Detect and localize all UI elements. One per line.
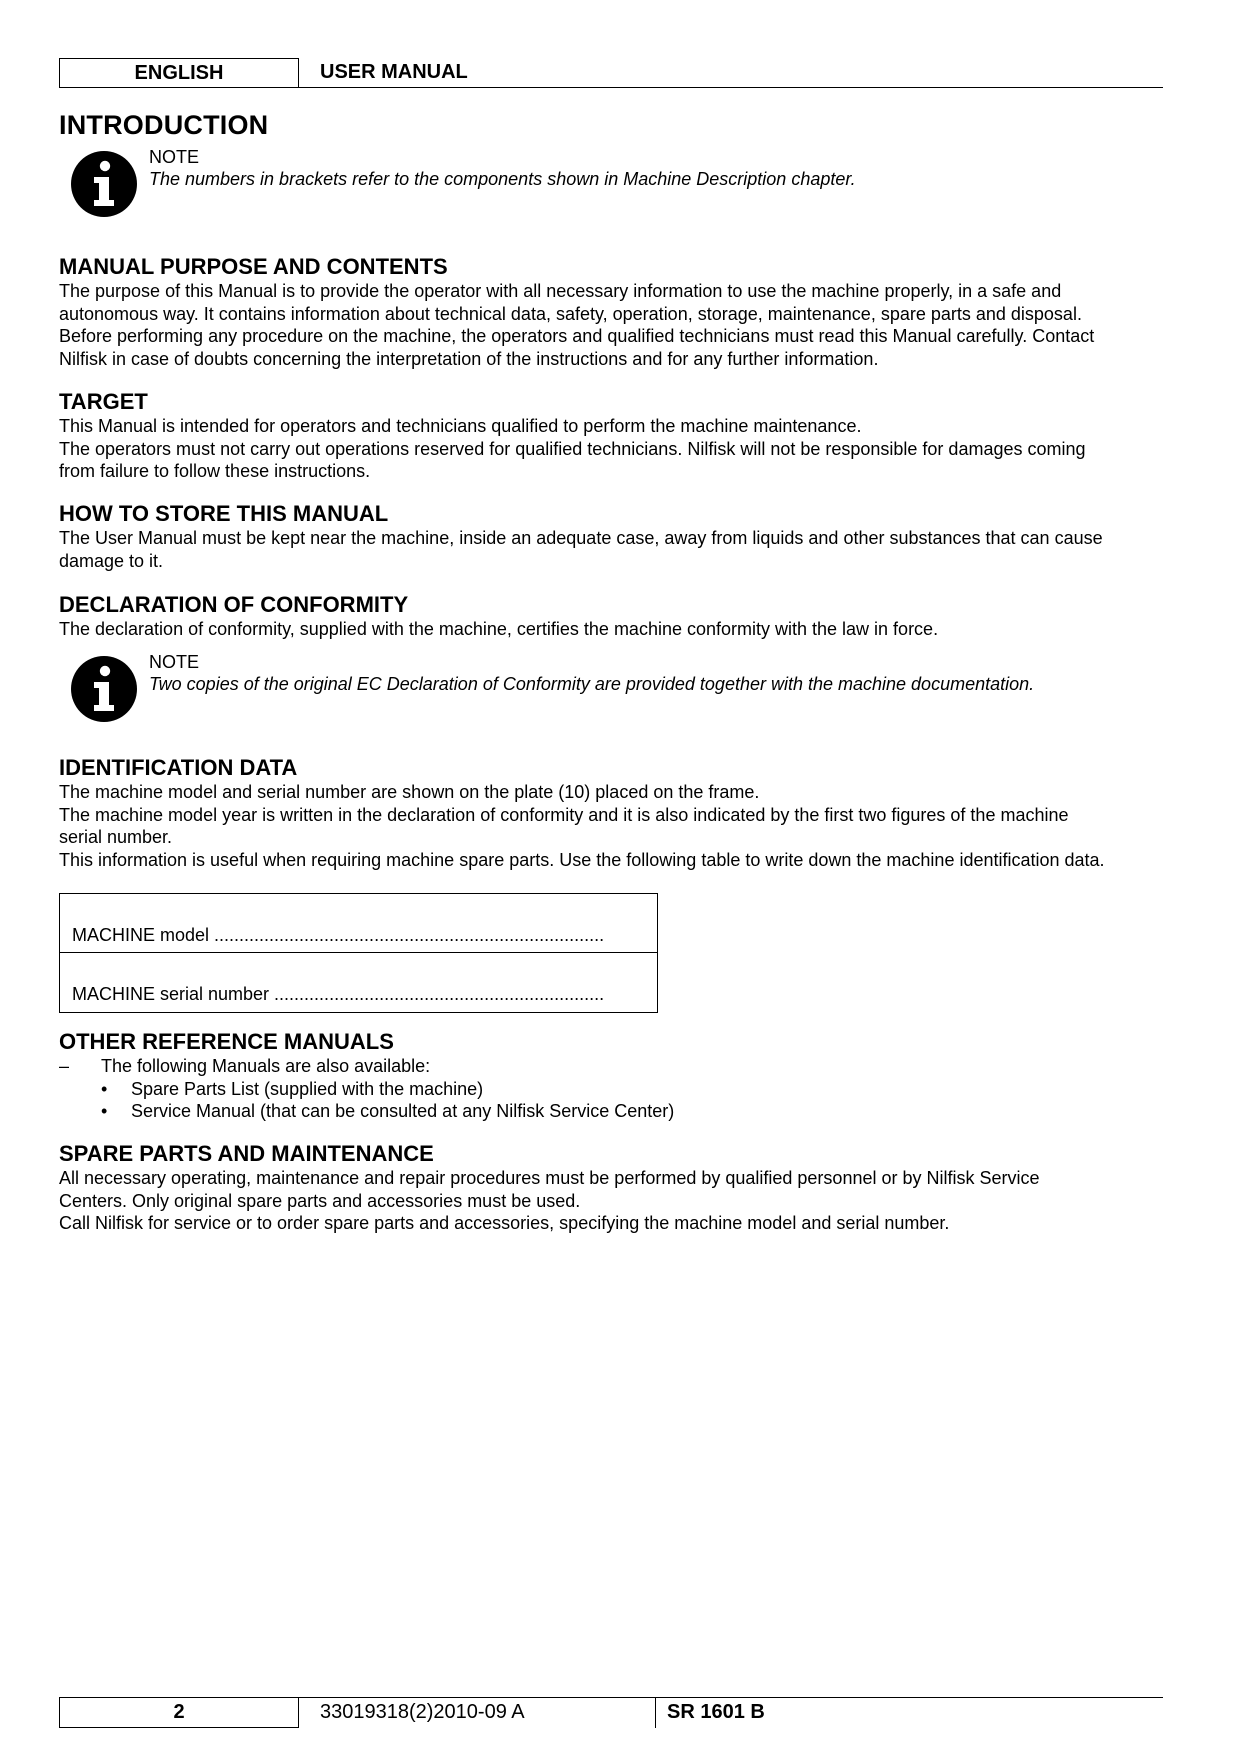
document-code: 33019318(2)2010-09 A: [320, 1701, 525, 1723]
machine-serial-field[interactable]: MACHINE serial number ..................................................................: [72, 984, 605, 1004]
identification-table: [59, 893, 658, 1013]
section-identification-data: [59, 755, 1169, 871]
note-text: The numbers in brackets refer to the components shown in Machine Description chapter.: [149, 169, 856, 189]
bullet-icon: •: [101, 1078, 108, 1099]
note-label: NOTE: [149, 652, 200, 672]
page-title: INTRODUCTION: [59, 110, 269, 140]
section-heading: IDENTIFICATION DATA: [59, 755, 298, 780]
section-target: [59, 389, 1169, 483]
info-icon: [70, 150, 138, 218]
note-components: [59, 146, 1169, 226]
list-item: Service Manual (that can be consulted at any Nilfisk Service Center): [131, 1101, 675, 1121]
paragraph-line: This information is useful when requiring machine spare parts. Use the following table to write down the machine identification data.: [59, 849, 1105, 870]
section-other-manuals: [59, 1029, 1169, 1055]
paragraph-line: The User Manual must be kept near the machine, inside an adequate case, away from liquids and other substances that can cause: [59, 528, 1103, 548]
paragraph-line: The operators must not carry out operations reserved for qualified technicians. Nilfisk will not be responsible for damages coming: [59, 438, 1086, 459]
section-heading: DECLARATION OF CONFORMITY: [59, 592, 409, 617]
note-label: NOTE: [149, 147, 200, 167]
reference-manuals-list: [59, 1055, 1169, 1125]
paragraph-line: Call Nilfisk for service or to order spare parts and accessories, specifying the machine model and serial number.: [59, 1213, 950, 1233]
page-header: [59, 58, 1163, 88]
section-heading: HOW TO STORE THIS MANUAL: [59, 501, 389, 526]
table-row-model: [60, 894, 657, 953]
language-label: ENGLISH: [59, 58, 299, 88]
section-declaration-conformity: [59, 592, 1169, 641]
paragraph-line: Before performing any procedure on the machine, the operators and qualified technicians must read this Manual carefully. Contact: [59, 326, 1095, 346]
paragraph-line: autonomous way. It contains information about technical data, safety, operation, storage, maintenance, spare parts and disposal.: [59, 303, 1082, 324]
paragraph-line: This Manual is intended for operators and technicians qualified to perform the machine maintenance.: [59, 416, 862, 436]
section-manual-purpose: [59, 254, 1169, 370]
paragraph-line: from failure to follow these instructions.: [59, 461, 371, 481]
paragraph-line: All necessary operating, maintenance and repair procedures must be performed by qualified personnel or by Nilfisk Service: [59, 1168, 1040, 1188]
section-spare-parts-maintenance: [59, 1141, 1169, 1235]
header-rule: [298, 87, 1163, 88]
paragraph-line: The machine model year is written in the declaration of conformity and it is also indicated by the first two figures of the machine: [59, 804, 1069, 825]
section-heading: TARGET: [59, 389, 148, 414]
note-text: Two copies of the original EC Declaration of Conformity are provided together with the machine documentation.: [149, 674, 1035, 694]
section-heading: SPARE PARTS AND MAINTENANCE: [59, 1141, 434, 1166]
document-type-label: USER MANUAL: [320, 61, 468, 83]
list-intro: The following Manuals are also available:: [101, 1056, 431, 1076]
page-footer: [59, 1697, 1163, 1729]
machine-model-field[interactable]: MACHINE model ..............................................................................: [72, 925, 605, 945]
paragraph-line: The purpose of this Manual is to provide the operator with all necessary information to use the machine properly, in a safe and: [59, 281, 1062, 301]
paragraph-line: damage to it.: [59, 550, 164, 571]
list-item: Spare Parts List (supplied with the machine): [131, 1078, 484, 1099]
machine-model-label: SR 1601 B: [667, 1701, 765, 1723]
bullet-icon: •: [101, 1101, 108, 1121]
section-heading: OTHER REFERENCE MANUALS: [59, 1029, 394, 1054]
note-ec-declaration: [59, 651, 1169, 731]
paragraph-line: serial number.: [59, 827, 173, 847]
paragraph-line: Centers. Only original spare parts and accessories must be used.: [59, 1190, 581, 1211]
paragraph-line: Nilfisk in case of doubts concerning the interpretation of the instructions and for any further information.: [59, 348, 879, 369]
paragraph-line: The machine model and serial number are shown on the plate (10) placed on the frame.: [59, 782, 760, 802]
table-row-serial: [60, 953, 657, 1011]
section-store-manual: [59, 501, 1169, 572]
paragraph-line: The declaration of conformity, supplied with the machine, certifies the machine conformity with the law in force.: [59, 619, 939, 639]
info-icon: [70, 655, 138, 723]
page-number: 2: [59, 1697, 299, 1728]
section-heading: MANUAL PURPOSE AND CONTENTS: [59, 254, 448, 279]
dash-marker: –: [59, 1056, 70, 1076]
